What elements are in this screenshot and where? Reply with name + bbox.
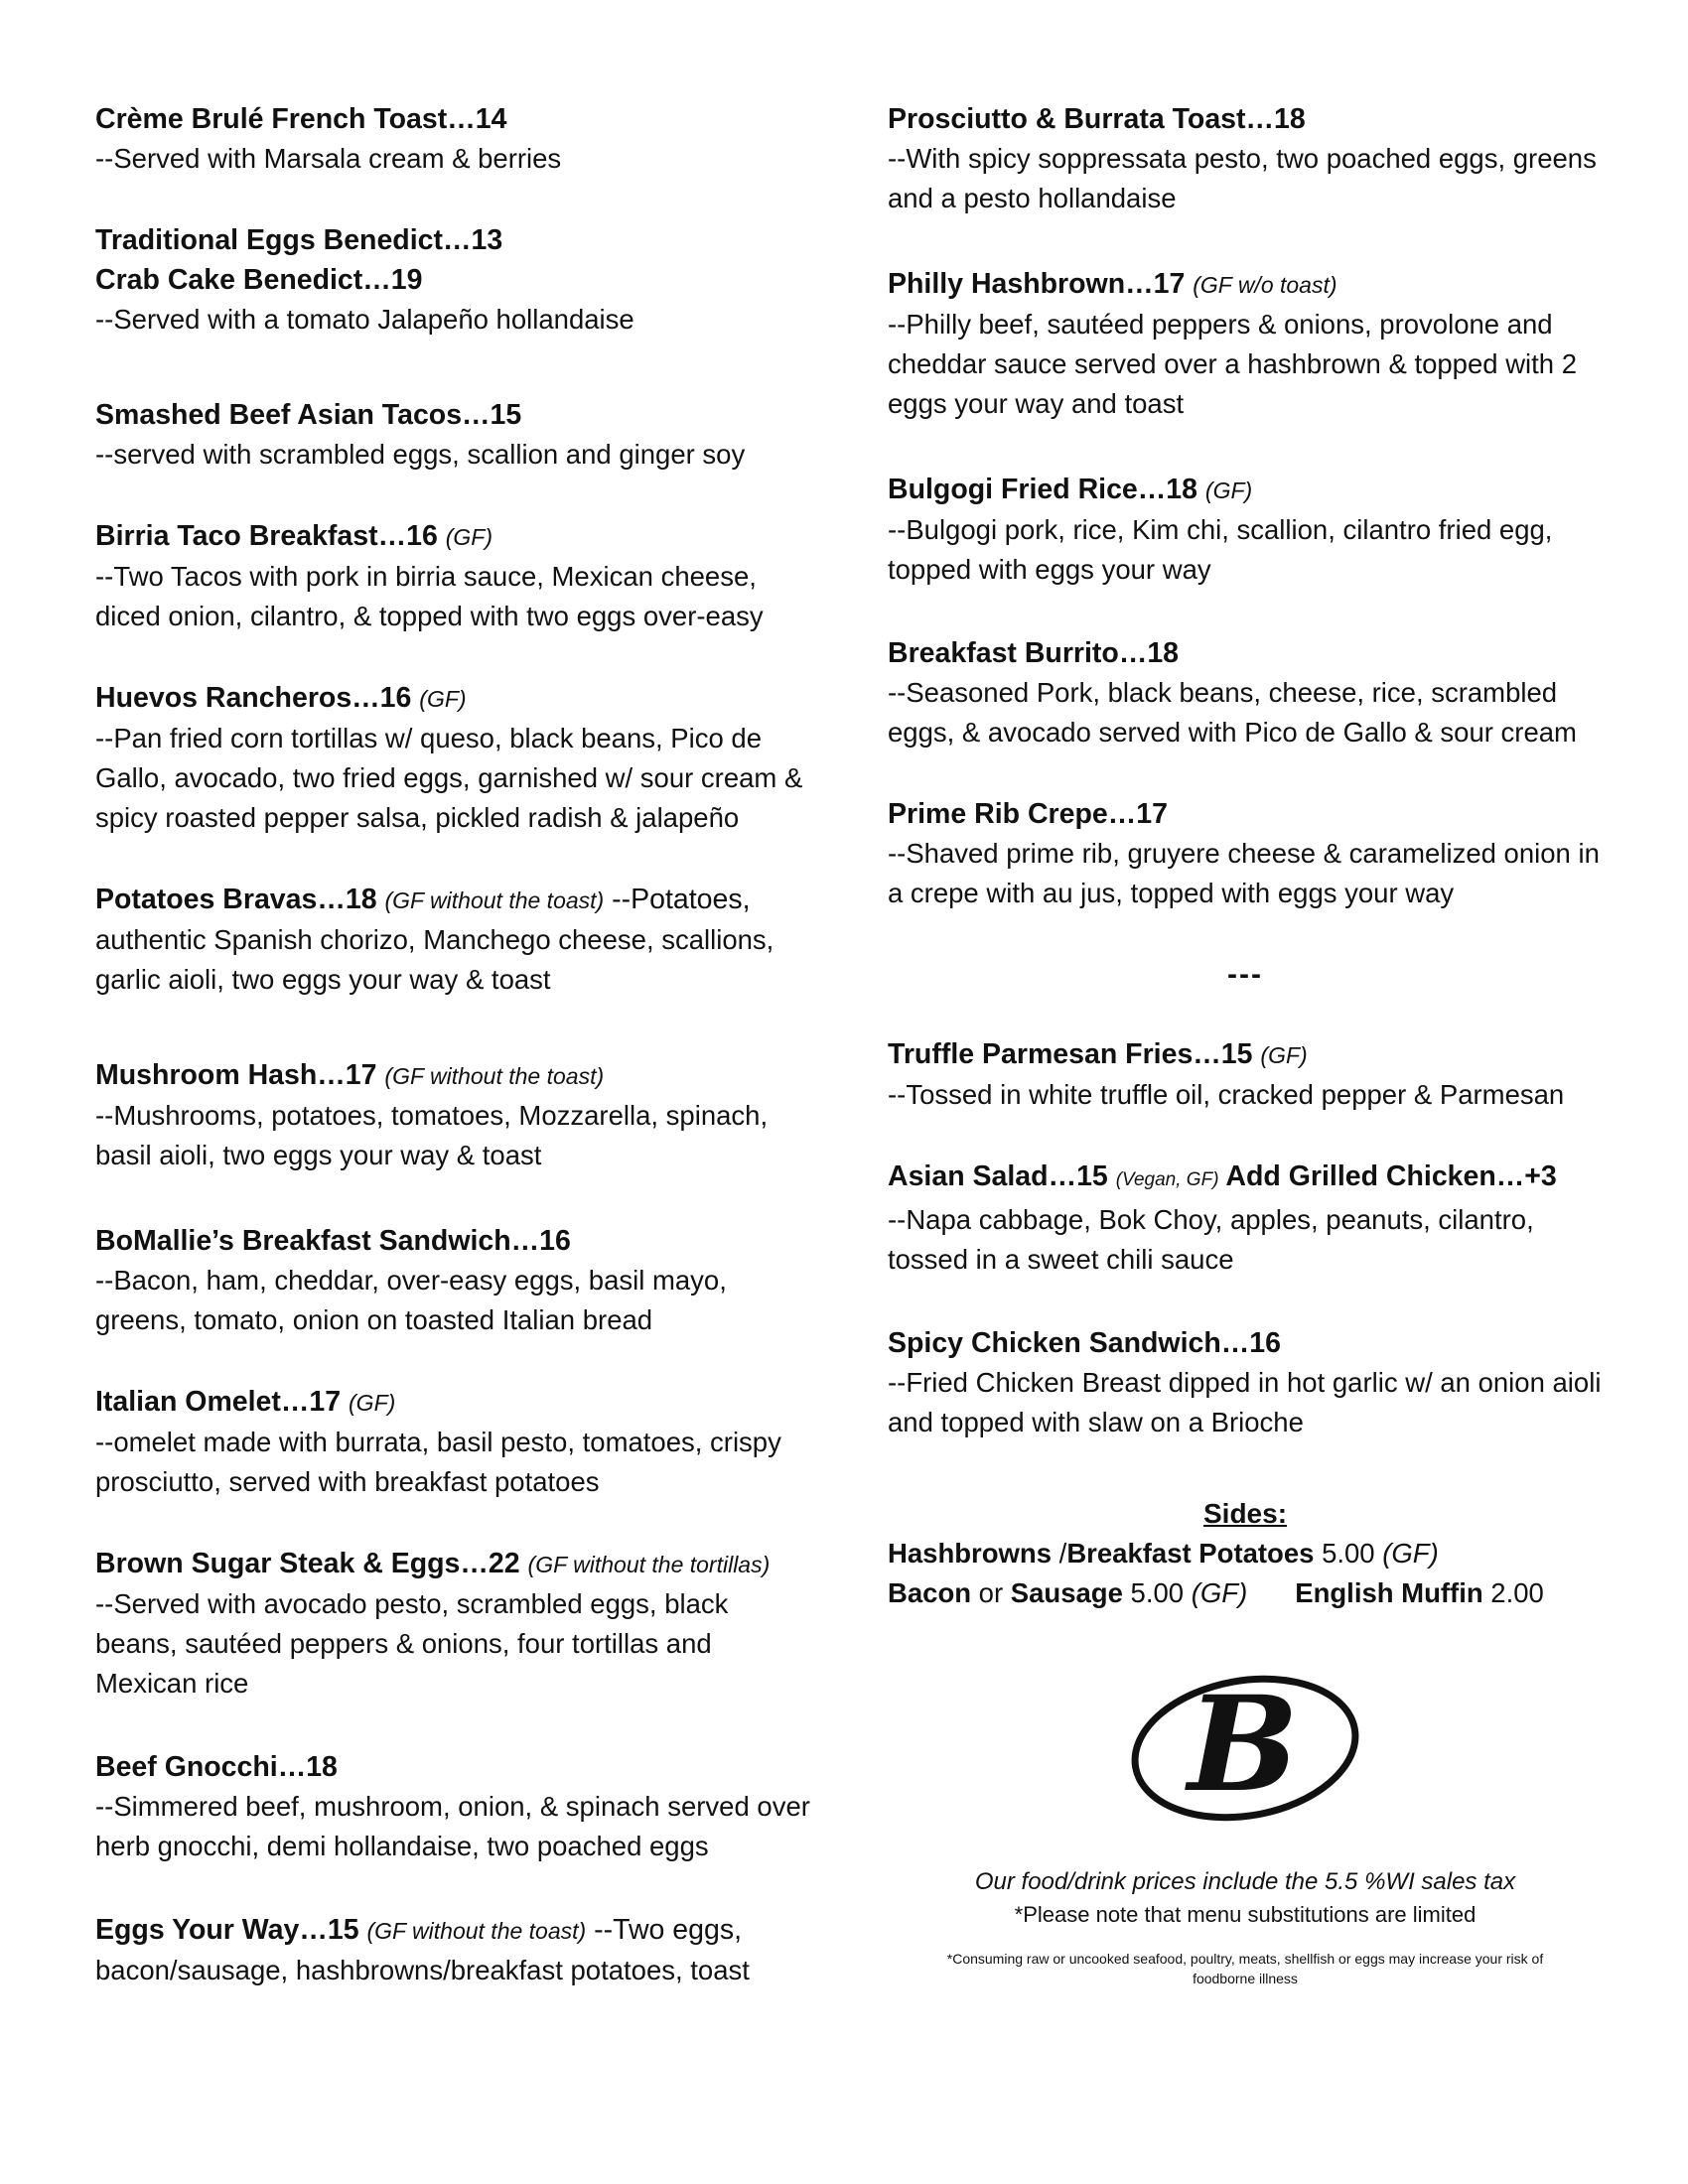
menu-item-description: --With spicy soppressata pesto, two poached eggs, greens and a pesto hollandaise (888, 143, 1597, 213)
menu-item-title-line (888, 1034, 1603, 1075)
menu-item-name-price: Breakfast Burrito…18 (888, 637, 1180, 669)
menu-item-name-price: Bulgogi Fried Rice…18 (888, 474, 1197, 505)
menu-item-description: --Fried Chicken Breast dipped in hot garlic w/ an onion aioli and topped with slaw on a Brioche (888, 1367, 1602, 1437)
menu-item (95, 220, 810, 340)
menu-item-title-line (95, 1055, 810, 1096)
menu-item (95, 1055, 810, 1175)
menu-item (888, 264, 1603, 424)
menu-item (95, 516, 810, 636)
dietary-note: (GF) (349, 1390, 396, 1416)
menu-item-title-line (95, 395, 810, 435)
menu-item-name-price: Prime Rib Crepe…17 (888, 798, 1168, 830)
menu-item-title-line (95, 1221, 810, 1261)
menu-item (888, 470, 1603, 590)
menu-item-name-price: Traditional Eggs Benedict…13 (95, 224, 503, 256)
dietary-note: (GF) (1204, 478, 1253, 503)
menu-item-description: --Bacon, ham, cheddar, over-easy eggs, basil mayo, greens, tomato, onion on toasted Italian bread (95, 1265, 727, 1335)
menu-item-name-price: Italian Omelet…17 (95, 1386, 342, 1418)
menu-item-description: --Two Tacos with pork in birria sauce, Mexican cheese, diced onion, cilantro, & topped with two eggs over-easy (95, 561, 764, 631)
food-safety-warning: *Consuming raw or uncooked seafood, poultry, meats, shellfish or eggs may increase your risk of foodborne illness (946, 1951, 1544, 1986)
menu-item (888, 1157, 1603, 1280)
menu-item (888, 1034, 1603, 1115)
menu-item (888, 633, 1603, 752)
sides-line-potatoes (888, 1534, 1603, 1573)
menu-item (95, 1221, 810, 1340)
menu-item-name-price: Spicy Chicken Sandwich…16 (888, 1327, 1281, 1359)
dietary-note: (GF) (1260, 1042, 1308, 1068)
menu-item-name-price: Potatoes Bravas…18 (95, 884, 377, 915)
menu-item (888, 794, 1603, 913)
menu-item-title-line (888, 99, 1603, 139)
menu-item (888, 99, 1603, 218)
sides-heading: Sides: (1202, 1498, 1288, 1529)
footer (888, 1865, 1603, 1988)
menu-item-description: --Served with avocado pesto, scrambled eggs, black beans, sautéed peppers & onions, four tortillas and Mexican rice (95, 1588, 729, 1699)
menu-item-title-line (95, 678, 810, 719)
substitutions-note: *Please note that menu substitutions are limited (1014, 1902, 1477, 1927)
menu-item-description: --Served with a tomato Jalapeño hollandaise (95, 304, 634, 335)
menu-item-name-price: Truffle Parmesan Fries…15 (888, 1038, 1253, 1070)
breakfast-specials-right (888, 99, 1603, 913)
menu-item-title-line (888, 794, 1603, 834)
menu-item-name-price: Crème Brulé French Toast…14 (95, 103, 507, 135)
dietary-note: (GF w/o toast) (1193, 272, 1337, 298)
menu-item-description: --Mushrooms, potatoes, tomatoes, Mozzarella, spinach, basil aioli, two eggs your way & toast (95, 1100, 769, 1170)
menu-item (95, 1544, 810, 1704)
dietary-note: (Vegan, GF) (1115, 1169, 1219, 1190)
menu-item-title-line (95, 260, 810, 300)
sides-bacon: Bacon (888, 1577, 972, 1608)
menu-item-description: --Philly beef, sautéed peppers & onions, provolone and cheddar sauce served over a hashbrown & topped with 2 eggs your way and toast (888, 309, 1578, 419)
sides-breakfast-potatoes: Breakfast Potatoes (1066, 1538, 1315, 1569)
menu-item-name-price: Prosciutto & Burrata Toast…18 (888, 103, 1306, 135)
lunch-items (888, 1034, 1603, 1442)
menu-item-title-line (888, 633, 1603, 673)
tax-note: Our food/drink prices include the 5.5 %WI sales tax (974, 1868, 1516, 1895)
sides-potatoes-gf: (GF) (1382, 1538, 1439, 1569)
sides-section (888, 1494, 1603, 1613)
menu-item-description: --omelet made with burrata, basil pesto, tomatoes, crispy prosciutto, served with breakfast potatoes (95, 1427, 781, 1497)
dietary-note: (GF) (445, 524, 492, 550)
menu-item-name-price: Brown Sugar Steak & Eggs…22 (95, 1548, 520, 1579)
menu-item (888, 1323, 1603, 1442)
sides-hashbrowns: Hashbrowns (888, 1538, 1053, 1569)
menu-item-title-line (95, 99, 810, 139)
menu-item (95, 880, 810, 1000)
add-on-name-price: Add Grilled Chicken…+3 (1225, 1160, 1557, 1192)
sides-meat-price: 5.00 (1122, 1577, 1192, 1608)
menu-item-name-price: Eggs Your Way…15 (95, 1914, 359, 1946)
menu-item-description: authentic Spanish chorizo, Manchego cheese, scallions, garlic aioli, two eggs your way & toast (95, 924, 774, 995)
menu-item-description-start: --Potatoes, (612, 884, 751, 915)
menu-item-description: --Bulgogi pork, rice, Kim chi, scallion, cilantro fried egg, topped with eggs your way (888, 514, 1553, 585)
menu-item-name-price: Asian Salad…15 (888, 1160, 1108, 1192)
b-logo-icon (1126, 1669, 1364, 1828)
menu-item-title-line (95, 1910, 810, 1951)
sides-slash: / (1052, 1538, 1067, 1569)
left-menu-column (95, 99, 810, 1990)
menu-item-title-line (95, 516, 810, 557)
menu-item-description: --served with scrambled eggs, scallion and ginger soy (95, 439, 746, 470)
menu-item-title-line (888, 1323, 1603, 1363)
dietary-note: (GF without the tortillas) (527, 1552, 771, 1577)
menu-item (95, 1747, 810, 1866)
menu-item (95, 99, 810, 179)
dietary-note: (GF) (419, 686, 467, 712)
menu-item-title-line (95, 1747, 810, 1787)
menu-item-description: bacon/sausage, hashbrowns/breakfast potatoes, toast (95, 1955, 750, 1985)
menu-item-title-line (95, 1382, 810, 1423)
sides-sausage: Sausage (1010, 1577, 1123, 1608)
menu-item-name-price: Smashed Beef Asian Tacos…15 (95, 399, 522, 431)
dietary-note: (GF without the toast) (384, 887, 605, 913)
menu-item-name-price: Crab Cake Benedict…19 (95, 264, 423, 296)
menu-item-title-line (888, 1157, 1603, 1200)
right-menu-column (888, 99, 1603, 1988)
menu-item-title-line (95, 1544, 810, 1584)
sides-or: or (971, 1577, 1011, 1608)
menu-item-name-price: Mushroom Hash…17 (95, 1059, 377, 1091)
menu-item-title-line (95, 880, 810, 920)
menu-item-description: --Pan fried corn tortillas w/ queso, black beans, Pico de Gallo, avocado, two fried eggs, garnished w/ sour cream & spicy roasted pepper salsa, pickled radish & jalapeño (95, 723, 803, 833)
menu-item (95, 1910, 810, 1990)
menu-item-name-price: Huevos Rancheros…16 (95, 682, 412, 714)
menu-item (95, 1382, 810, 1502)
logo (888, 1669, 1603, 1828)
menu-item-name-price: BoMallie’s Breakfast Sandwich…16 (95, 1225, 571, 1257)
sides-muffin-price: 2.00 (1482, 1577, 1544, 1608)
menu-item-description: --Simmered beef, mushroom, onion, & spinach served over herb gnocchi, demi hollandaise, two poached eggs (95, 1791, 810, 1861)
sides-potatoes-price: 5.00 (1314, 1538, 1383, 1569)
menu-item (95, 678, 810, 838)
menu-item-title-line (888, 264, 1603, 305)
sides-english-muffin: English Muffin (1295, 1577, 1483, 1608)
menu-item-description: --Served with Marsala cream & berries (95, 143, 562, 174)
menu-item-description: --Seasoned Pork, black beans, cheese, rice, scrambled eggs, & avocado served with Pico de Gallo & sour cream (888, 677, 1577, 748)
menu-item-description: --Napa cabbage, Bok Choy, apples, peanuts, cilantro, tossed in a sweet chili sauce (888, 1204, 1534, 1275)
menu-item-name-price: Philly Hashbrown…17 (888, 268, 1186, 300)
logo-letter: B (1188, 1669, 1299, 1822)
menu-item-description: --Tossed in white truffle oil, cracked pepper & Parmesan (888, 1079, 1565, 1110)
menu-item-description-start: --Two eggs, (594, 1914, 743, 1946)
section-separator: --- (1227, 958, 1263, 991)
dietary-note: (GF without the toast) (384, 1063, 605, 1089)
menu-item-title-line (95, 220, 810, 260)
menu-item (95, 395, 810, 475)
dietary-note: (GF without the toast) (366, 1918, 587, 1944)
sides-line-meats (888, 1573, 1603, 1613)
sides-meat-gf: (GF) (1191, 1577, 1248, 1608)
menu-item-title-line (888, 470, 1603, 510)
menu-item-description: --Shaved prime rib, gruyere cheese & caramelized onion in a crepe with au jus, topped with eggs your way (888, 838, 1600, 908)
menu-item-name-price: Beef Gnocchi…18 (95, 1751, 338, 1783)
menu-item-name-price: Birria Taco Breakfast…16 (95, 520, 438, 552)
